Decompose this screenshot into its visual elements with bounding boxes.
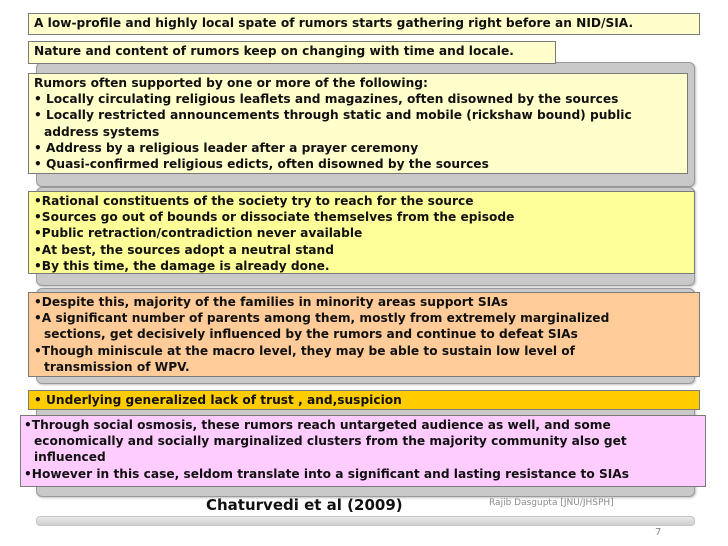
statement-box-rumor-spate bbox=[28, 13, 700, 35]
bullet-item: •Sources go out of bounds or dissociate themselves from the episode bbox=[34, 210, 515, 225]
page-number: 7 bbox=[655, 527, 662, 538]
box-text: Nature and content of rumors keep on changing with time and locale. bbox=[34, 44, 514, 58]
minority-support-box bbox=[28, 292, 700, 377]
bullet-item: • Locally restricted announcements through static and mobile (rickshaw bound) public bbox=[34, 108, 632, 123]
footer-bar bbox=[36, 516, 695, 526]
box-text: A low-profile and highly local spate of rumors starts gathering right before an NID/SIA. bbox=[34, 16, 634, 30]
bullet-item: • Address by a religious leader after a prayer ceremony bbox=[34, 140, 419, 155]
bullet-item: •At best, the sources adopt a neutral stand bbox=[34, 242, 334, 257]
bullet-item-continued: address systems bbox=[44, 124, 160, 139]
box-text: • Underlying generalized lack of trust , and,suspicion bbox=[34, 393, 402, 407]
supporting-factors-box bbox=[28, 73, 688, 174]
bullet-item: •Rational constituents of the society try to reach for the source bbox=[34, 194, 474, 208]
bullet-item: •Despite this, majority of the families in minority areas support SIAs bbox=[34, 295, 508, 309]
bullet-item: •However in this case, seldom translate into a significant and lasting resistance to SIAs bbox=[24, 466, 629, 481]
lack-of-trust-box bbox=[28, 390, 700, 410]
bullet-item-continued: economically and socially marginalized clusters from the majority community also get bbox=[34, 434, 627, 449]
bullet-item: •Through social osmosis, these rumors reach untargeted audience as well, and some bbox=[24, 418, 611, 432]
bullet-item: • Locally circulating religious leaflets and magazines, often disowned by the sources bbox=[34, 92, 619, 107]
bullet-item-continued: transmission of WPV. bbox=[44, 359, 190, 374]
social-osmosis-box bbox=[20, 415, 706, 487]
author-footer: Rajib Dasgupta [JNU/JHSPH] bbox=[489, 498, 614, 508]
bullet-item-continued: sections, get decisively influenced by the rumors and continue to defeat SIAs bbox=[44, 327, 578, 342]
statement-box-rumor-nature bbox=[28, 41, 556, 64]
bullet-item: •Though miniscule at the macro level, they may be able to sustain low level of bbox=[34, 343, 575, 358]
bullet-item: •Public retraction/contradiction never available bbox=[34, 226, 363, 241]
society-response-box bbox=[28, 191, 695, 274]
bullet-item-continued: influenced bbox=[34, 450, 106, 465]
bullet-item: • Quasi-confirmed religious edicts, often disowned by the sources bbox=[34, 157, 489, 172]
citation-text: Chaturvedi et al (2009) bbox=[206, 496, 403, 514]
bullet-item: •A significant number of parents among them, mostly from extremely marginalized bbox=[34, 311, 610, 326]
bullet-item: •By this time, the damage is already done. bbox=[34, 258, 330, 273]
box-heading: Rumors often supported by one or more of the following: bbox=[34, 76, 428, 90]
